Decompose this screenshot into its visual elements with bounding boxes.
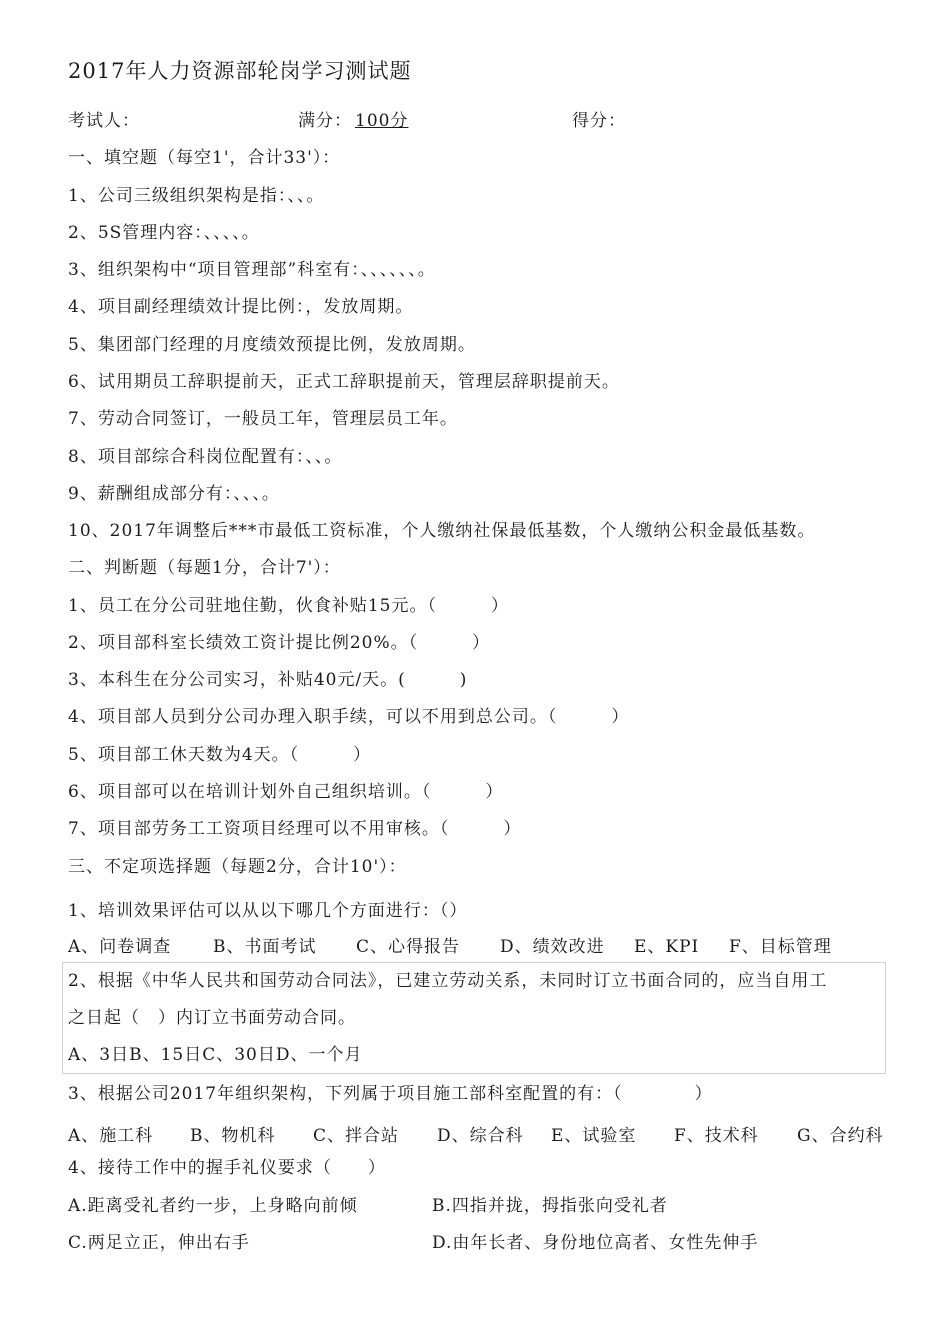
choice-options-2: A、3日B、15日C、30日D、一个月 <box>68 1045 363 1065</box>
option: C、拌合站 <box>313 1126 400 1146</box>
judge-question: 7、项目部劳务工工资项目经理可以不用审核。（ ） <box>68 819 522 839</box>
judge-question: 4、项目部人员到分公司办理入职手续，可以不用到总公司。（ ） <box>68 707 630 727</box>
option: D.由年长者、身份地位高者、女性先伸手 <box>432 1233 759 1253</box>
choice-question-1: 1、培训效果评估可以从以下哪几个方面进行：（） <box>68 901 468 921</box>
option: A.距离受礼者约一步，上身略向前倾 <box>68 1196 358 1216</box>
choice-question-3: 3、根据公司2017年组织架构，下列属于项目施工部科室配置的有：（ ） <box>68 1084 713 1104</box>
section1-heading: 一、填空题（每空1'，合计33'）： <box>68 148 341 168</box>
fill-question: 1、公司三级组织架构是指：、、。 <box>68 186 325 206</box>
judge-question: 3、本科生在分公司实习，补贴40元/天。( ) <box>68 670 468 690</box>
option: F、目标管理 <box>729 937 832 957</box>
choice-question-2-line2: 之日起（ ）内订立书面劳动合同。 <box>68 1008 356 1028</box>
option: C、心得报告 <box>356 937 461 957</box>
fill-question: 10、2017年调整后***市最低工资标准，个人缴纳社保最低基数，个人缴纳公积金最低基数。 <box>68 521 816 541</box>
choice-question-4: 4、接待工作中的握手礼仪要求（ ） <box>68 1158 386 1178</box>
judge-question: 1、员工在分公司驻地住勤，伙食补贴15元。（ ） <box>68 596 509 616</box>
fill-question: 3、组织架构中“项目管理部”科室有：、、、、、、。 <box>68 260 436 280</box>
choice-question-2-line1: 2、根据《中华人民共和国劳动合同法》，已建立劳动关系，未同时订立书面合同的，应当自用工 <box>68 971 828 991</box>
fill-question: 9、薪酬组成部分有：、、、。 <box>68 484 280 504</box>
option: G、合约科 <box>797 1126 884 1146</box>
judge-question: 2、项目部科室长绩效工资计提比例20%。（ ） <box>68 633 491 653</box>
judge-question: 5、项目部工休天数为4天。（ ） <box>68 745 372 765</box>
option: D、综合科 <box>437 1126 524 1146</box>
fill-question: 6、试用期员工辞职提前天，正式工辞职提前天，管理层辞职提前天。 <box>68 372 620 392</box>
fill-question: 4、项目副经理绩效计提比例：，发放周期。 <box>68 297 414 317</box>
option: A、施工科 <box>68 1126 154 1146</box>
option: B、书面考试 <box>213 937 317 957</box>
section2-heading: 二、判断题（每题1分，合计7'）： <box>68 558 341 578</box>
fill-question: 8、项目部综合科岗位配置有：、、。 <box>68 447 343 467</box>
score-label: 得分： <box>572 111 626 131</box>
option: B.四指并拢，拇指张向受礼者 <box>432 1196 668 1216</box>
section3-heading: 三、不定项选择题（每题2分，合计10'）： <box>68 857 407 877</box>
full-score-label: 满分： <box>298 111 352 131</box>
fill-question: 7、劳动合同签订，一般员工年，管理层员工年。 <box>68 409 458 429</box>
option: A、问卷调查 <box>68 937 172 957</box>
option: E、试验室 <box>551 1126 637 1146</box>
option: B、物机科 <box>190 1126 276 1146</box>
fill-question: 5、集团部门经理的月度绩效预提比例，发放周期。 <box>68 335 476 355</box>
fill-question: 2、5S管理内容：、、、、。 <box>68 223 260 243</box>
option: D、绩效改进 <box>500 937 605 957</box>
judge-question: 6、项目部可以在培训计划外自己组织培训。（ ） <box>68 782 504 802</box>
full-score-value: 100分 <box>355 111 409 131</box>
option: F、技术科 <box>674 1126 759 1146</box>
option: E、KPI <box>634 937 700 957</box>
option: C.两足立正，伸出右手 <box>68 1233 250 1253</box>
page-title: 2017年人力资源部轮岗学习测试题 <box>68 59 412 83</box>
examinee-label: 考试人： <box>68 111 140 131</box>
